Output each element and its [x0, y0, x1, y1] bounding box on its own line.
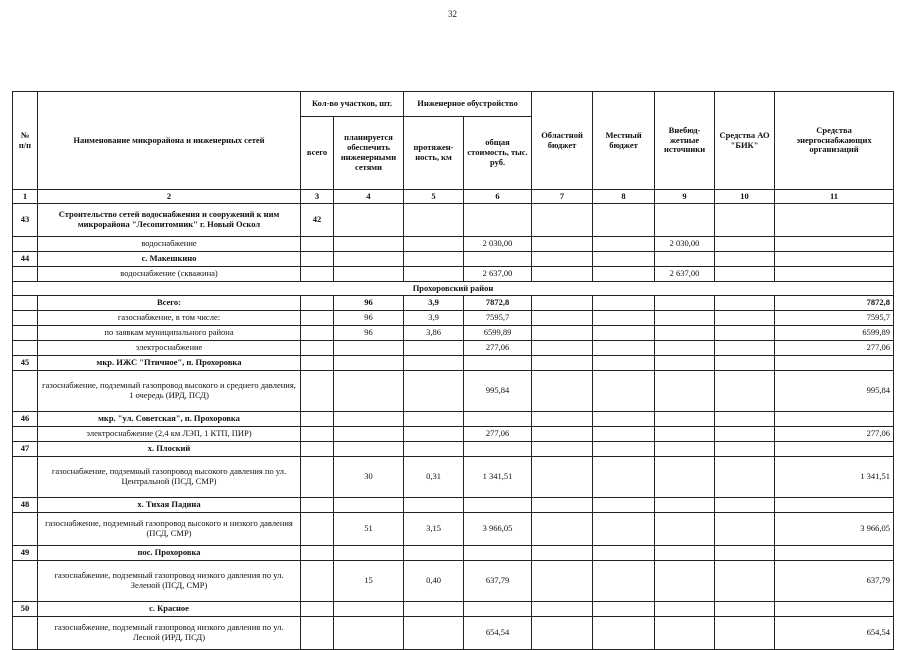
cell-planned [334, 267, 404, 282]
cell-length [404, 267, 464, 282]
cell-energy [775, 267, 894, 282]
row-number: 44 [13, 252, 38, 267]
cell-bik [715, 341, 775, 356]
table-row [13, 296, 894, 311]
cell-local [593, 341, 655, 356]
cell-cost [464, 204, 532, 237]
cell-energy [775, 237, 894, 252]
cell-local [593, 267, 655, 282]
row-name: газоснабжение, в том числе: [38, 311, 301, 326]
cell-offbudget [655, 546, 715, 561]
cell-cost: 654,54 [464, 617, 532, 650]
table-row [13, 617, 894, 650]
row-number: 43 [13, 204, 38, 237]
cell-bik [715, 296, 775, 311]
column-number: 10 [715, 190, 775, 204]
cell-total [301, 356, 334, 371]
cell-local [593, 457, 655, 498]
cell-energy: 277,06 [775, 427, 894, 442]
cell-local [593, 617, 655, 650]
section-name: х. Тихая Падина [38, 498, 301, 513]
header-name: Наименование микрорайона и инженерных сетей [38, 92, 301, 190]
row-name: газоснабжение, подземный газопровод высокого и среднего давления, 1 очередь (ИРД, ПСД) [38, 371, 301, 412]
column-number: 1 [13, 190, 38, 204]
cell-cost: 277,06 [464, 427, 532, 442]
cell-total [301, 602, 334, 617]
row-name: газоснабжение, подземный газопровод высокого давления по ул. Центральной (ПСД, СМР) [38, 457, 301, 498]
cell-planned [334, 498, 404, 513]
row-name: водоснабжение [38, 237, 301, 252]
header-num: № п/п [13, 92, 38, 190]
row-number: 50 [13, 602, 38, 617]
cell-regional [532, 356, 593, 371]
cell-offbudget [655, 326, 715, 341]
column-number: 4 [334, 190, 404, 204]
cell-total [301, 498, 334, 513]
cell-local [593, 371, 655, 412]
cell-local [593, 442, 655, 457]
district-title: Прохоровский район [13, 282, 894, 296]
cell-offbudget: 2 637,00 [655, 267, 715, 282]
cell-offbudget [655, 204, 715, 237]
cell-bik [715, 442, 775, 457]
section-name: пос. Прохоровка [38, 546, 301, 561]
column-number: 7 [532, 190, 593, 204]
cell-length [404, 341, 464, 356]
table-row [13, 427, 894, 442]
cell-offbudget [655, 513, 715, 546]
cell-bik [715, 427, 775, 442]
row-number [13, 371, 38, 412]
cell-planned: 51 [334, 513, 404, 546]
cell-bik [715, 371, 775, 412]
cell-total [301, 296, 334, 311]
cell-offbudget [655, 617, 715, 650]
header-total: всего [301, 117, 334, 190]
table-row [13, 341, 894, 356]
row-number: 45 [13, 356, 38, 371]
row-name: электроснабжение (2,4 км ЛЭП, 1 КТП, ПИР) [38, 427, 301, 442]
header-cost: общая стоимость, тыс. руб. [464, 117, 532, 190]
cell-length [404, 427, 464, 442]
cell-planned [334, 204, 404, 237]
column-number: 2 [38, 190, 301, 204]
cell-bik [715, 561, 775, 602]
cell-cost: 277,06 [464, 341, 532, 356]
cell-cost: 995,84 [464, 371, 532, 412]
row-number [13, 311, 38, 326]
cell-regional [532, 326, 593, 341]
cell-total [301, 252, 334, 267]
cell-offbudget [655, 341, 715, 356]
page-number: 32 [448, 9, 457, 19]
table-row [13, 371, 894, 412]
cell-cost: 2 030,00 [464, 237, 532, 252]
cell-cost: 7595,7 [464, 311, 532, 326]
cell-cost [464, 412, 532, 427]
cell-energy: 6599,89 [775, 326, 894, 341]
cell-cost [464, 498, 532, 513]
cell-regional [532, 341, 593, 356]
cell-offbudget [655, 498, 715, 513]
cell-local [593, 204, 655, 237]
column-number: 9 [655, 190, 715, 204]
cell-cost: 637,79 [464, 561, 532, 602]
row-name: водоснабжение (скважина) [38, 267, 301, 282]
cell-energy [775, 498, 894, 513]
cell-local [593, 513, 655, 546]
row-name: электроснабжение [38, 341, 301, 356]
cell-planned: 96 [334, 311, 404, 326]
cell-offbudget [655, 602, 715, 617]
cell-local [593, 412, 655, 427]
section-row [13, 602, 894, 617]
cell-energy: 7872,8 [775, 296, 894, 311]
section-name: с. Макешкино [38, 252, 301, 267]
cell-cost [464, 356, 532, 371]
column-number: 3 [301, 190, 334, 204]
column-number: 11 [775, 190, 894, 204]
cell-offbudget [655, 356, 715, 371]
row-name: газоснабжение, подземный газопровод низкого давления по ул. Лесной (ИРД, ПСД) [38, 617, 301, 650]
cell-bik [715, 546, 775, 561]
table-body [13, 204, 894, 650]
cell-length: 3,86 [404, 326, 464, 341]
cell-energy [775, 204, 894, 237]
cell-local [593, 311, 655, 326]
section-row [13, 252, 894, 267]
cell-local [593, 561, 655, 602]
cell-offbudget [655, 561, 715, 602]
row-number [13, 237, 38, 252]
cell-offbudget [655, 412, 715, 427]
cell-local [593, 356, 655, 371]
district-row [13, 282, 894, 296]
header-local-budget: Местный бюджет [593, 92, 655, 190]
header-engineering: Инженерное обустройство [404, 92, 532, 117]
cell-bik [715, 602, 775, 617]
cell-regional [532, 427, 593, 442]
cell-regional [532, 412, 593, 427]
cell-regional [532, 546, 593, 561]
cell-regional [532, 498, 593, 513]
cell-length [404, 237, 464, 252]
cell-planned [334, 237, 404, 252]
cell-planned [334, 356, 404, 371]
cell-energy: 637,79 [775, 561, 894, 602]
cell-bik [715, 356, 775, 371]
cell-bik [715, 204, 775, 237]
cell-bik [715, 326, 775, 341]
cell-energy: 3 966,05 [775, 513, 894, 546]
cell-regional [532, 457, 593, 498]
section-name: с. Красное [38, 602, 301, 617]
cell-total [301, 412, 334, 427]
cell-planned [334, 341, 404, 356]
cell-planned [334, 617, 404, 650]
cell-energy [775, 252, 894, 267]
cell-total [301, 371, 334, 412]
table-row [13, 311, 894, 326]
cell-offbudget [655, 371, 715, 412]
cell-bik [715, 457, 775, 498]
cell-regional [532, 442, 593, 457]
cell-length [404, 204, 464, 237]
cell-regional [532, 237, 593, 252]
cell-offbudget [655, 296, 715, 311]
cell-regional [532, 371, 593, 412]
cell-total [301, 457, 334, 498]
cell-total: 42 [301, 204, 334, 237]
cell-cost [464, 252, 532, 267]
cell-energy: 1 341,51 [775, 457, 894, 498]
cell-energy: 7595,7 [775, 311, 894, 326]
cell-cost: 1 341,51 [464, 457, 532, 498]
cell-length: 3,9 [404, 296, 464, 311]
cell-length [404, 371, 464, 412]
section-name: мкр. "ул. Советская", п. Прохоровка [38, 412, 301, 427]
cell-length [404, 412, 464, 427]
cell-length [404, 442, 464, 457]
header-planned: планируется обеспечить инженерными сетями [334, 117, 404, 190]
cell-total [301, 546, 334, 561]
cell-regional [532, 311, 593, 326]
cell-regional [532, 267, 593, 282]
cell-energy [775, 602, 894, 617]
cell-energy [775, 546, 894, 561]
cell-planned [334, 427, 404, 442]
cell-total [301, 341, 334, 356]
cell-offbudget [655, 427, 715, 442]
cell-cost [464, 442, 532, 457]
cell-total [301, 513, 334, 546]
cell-bik [715, 412, 775, 427]
section-row [13, 412, 894, 427]
cell-planned: 96 [334, 326, 404, 341]
column-number: 8 [593, 190, 655, 204]
cell-local [593, 427, 655, 442]
cell-offbudget [655, 457, 715, 498]
cell-length [404, 602, 464, 617]
section-name: х. Плоский [38, 442, 301, 457]
cell-regional [532, 561, 593, 602]
header-bik: Средства АО "БИК" [715, 92, 775, 190]
cell-planned [334, 371, 404, 412]
cell-offbudget: 2 030,00 [655, 237, 715, 252]
section-name: мкр. ИЖС "Птичное", п. Прохоровка [38, 356, 301, 371]
cell-bik [715, 237, 775, 252]
cell-local [593, 602, 655, 617]
cell-regional [532, 617, 593, 650]
cell-regional [532, 296, 593, 311]
cell-energy [775, 442, 894, 457]
cell-local [593, 498, 655, 513]
row-number [13, 326, 38, 341]
cell-bik [715, 617, 775, 650]
cell-energy: 995,84 [775, 371, 894, 412]
row-number [13, 513, 38, 546]
cell-local [593, 252, 655, 267]
cell-length: 3,9 [404, 311, 464, 326]
row-name: по заявкам муниципального района [38, 326, 301, 341]
row-number [13, 296, 38, 311]
header-length: протяжен-ность, км [404, 117, 464, 190]
cell-regional [532, 204, 593, 237]
column-number: 6 [464, 190, 532, 204]
section-name: Строительство сетей водоснабжения и сооружений к ним микрорайона "Лесопитомник" г. Новый Оскол [38, 204, 301, 237]
cell-total [301, 267, 334, 282]
section-row [13, 356, 894, 371]
cell-bik [715, 252, 775, 267]
cell-offbudget [655, 311, 715, 326]
row-number [13, 341, 38, 356]
header-regional-budget: Областной бюджет [532, 92, 593, 190]
cell-total [301, 442, 334, 457]
cell-total [301, 237, 334, 252]
cell-bik [715, 311, 775, 326]
cell-bik [715, 267, 775, 282]
cell-total [301, 311, 334, 326]
cell-local [593, 237, 655, 252]
row-number: 49 [13, 546, 38, 561]
row-number [13, 267, 38, 282]
section-row [13, 204, 894, 237]
row-number [13, 457, 38, 498]
cell-offbudget [655, 442, 715, 457]
column-number-row [13, 190, 894, 204]
cell-planned [334, 602, 404, 617]
cell-cost: 2 637,00 [464, 267, 532, 282]
cell-energy [775, 412, 894, 427]
cell-bik [715, 498, 775, 513]
cell-bik [715, 513, 775, 546]
row-number: 47 [13, 442, 38, 457]
row-name: газоснабжение, подземный газопровод низкого давления по ул. Зеленой (ПСД, СМР) [38, 561, 301, 602]
table-row [13, 326, 894, 341]
cell-planned: 96 [334, 296, 404, 311]
cell-length: 0,31 [404, 457, 464, 498]
cell-length [404, 498, 464, 513]
cell-regional [532, 513, 593, 546]
cell-planned [334, 546, 404, 561]
table-row [13, 237, 894, 252]
header-energy: Средства энергоснабжающих организаций [775, 92, 894, 190]
column-number: 5 [404, 190, 464, 204]
cell-length: 3,15 [404, 513, 464, 546]
header-sections-count: Кол-во участков, шт. [301, 92, 404, 117]
table-row [13, 561, 894, 602]
cell-length [404, 546, 464, 561]
cell-local [593, 296, 655, 311]
cell-length [404, 617, 464, 650]
cell-cost: 7872,8 [464, 296, 532, 311]
cell-length [404, 252, 464, 267]
cell-planned [334, 252, 404, 267]
cell-length: 0,40 [404, 561, 464, 602]
table-row [13, 267, 894, 282]
row-number: 48 [13, 498, 38, 513]
cell-planned [334, 442, 404, 457]
cell-offbudget [655, 252, 715, 267]
section-row [13, 442, 894, 457]
section-row [13, 546, 894, 561]
row-number [13, 617, 38, 650]
section-row [13, 498, 894, 513]
cell-total [301, 326, 334, 341]
cell-total [301, 561, 334, 602]
cell-local [593, 546, 655, 561]
row-name: Всего: [38, 296, 301, 311]
cell-energy: 277,06 [775, 341, 894, 356]
cell-total [301, 617, 334, 650]
row-number: 46 [13, 412, 38, 427]
cell-regional [532, 602, 593, 617]
table-row [13, 513, 894, 546]
row-number [13, 561, 38, 602]
cell-length [404, 356, 464, 371]
cell-total [301, 427, 334, 442]
row-name: газоснабжение, подземный газопровод высокого и низкого давления (ПСД, СМР) [38, 513, 301, 546]
cell-cost [464, 546, 532, 561]
row-number [13, 427, 38, 442]
cell-local [593, 326, 655, 341]
cell-planned: 15 [334, 561, 404, 602]
table-row [13, 457, 894, 498]
cell-cost [464, 602, 532, 617]
cell-energy [775, 356, 894, 371]
cell-cost: 3 966,05 [464, 513, 532, 546]
header-offbudget: Внебюд-жетные источники [655, 92, 715, 190]
cell-energy: 654,54 [775, 617, 894, 650]
cell-cost: 6599,89 [464, 326, 532, 341]
cell-planned [334, 412, 404, 427]
financing-table [12, 91, 894, 650]
cell-regional [532, 252, 593, 267]
cell-planned: 30 [334, 457, 404, 498]
